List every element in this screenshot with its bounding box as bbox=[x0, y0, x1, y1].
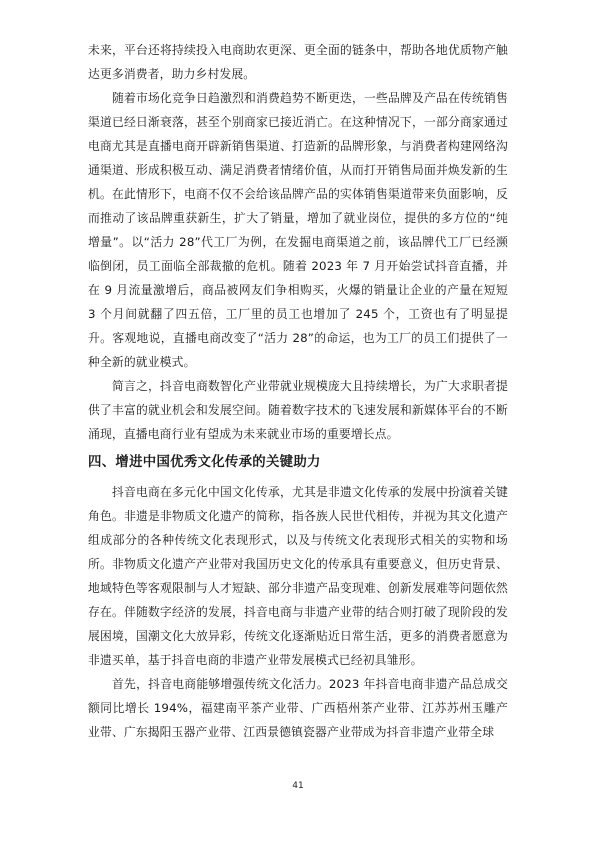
paragraph-summary: 简言之，抖音电商数智化产业带就业规模庞大且持续增长，为广大求职者提供了丰富的就业机会和发展空间。随着数字技术的飞速发展和新媒体平台的不断涌现，直播电商行业有望成为未来就业市场的重要增长点。 bbox=[88, 379, 508, 441]
section-heading: 四、增进中国优秀文化传承的关键助力 bbox=[88, 455, 321, 470]
page-content bbox=[88, 38, 508, 744]
page-number: 41 bbox=[292, 781, 304, 791]
paragraph-heritage-vitality: 首先，抖音电商能够增强传统文化活力。2023 年抖音电商非遗产品总成交额同比增长 194%，福建南平茶产业带、广西梧州茶产业带、江苏苏州玉雕产业带、广东揭阳玉器产业带、江西景德镇瓷器产业带成为抖音非遗产业带全球 bbox=[88, 677, 508, 739]
paragraph-brand-revival: 随着市场化竞争日趋激烈和消费趋势不断更迭，一些品牌及产品在传统销售渠道已经日渐衰落，甚至个别商家已接近消亡。在这种情况下，一部分商家通过电商尤其是直播电商开辟新销售渠道、打造新的品牌形象，与消费者构建网络沟通渠道、形成积极互动、满足消费者情绪价值，从而打开销售局面并焕发新的生机。在此情形下，电商不仅不会给该品牌产品的实体销售渠道带来负面影响，反而推动了该品牌重获新生，扩大了销量，增加了就业岗位，提供的多方位的“纯增量”。以“活力 28”代工厂为例，在发掘电商渠道之前，该品牌代工厂已经濒临倒闭，员工面临全部裁撤的危机。随着 2023 年 7 月开始尝试抖音直播，并在 9 月流量激增后，商品被网友们争相购买，火爆的销量让企业的产量在短短 3 个月间就翻了四五倍，工厂里的员工也增加了 245 个，工资也有了明显提升。客观地说，直播电商改变了“活力 28”的命运，也为工厂的员工们提供了一种全新的就业模式。 bbox=[88, 91, 508, 369]
paragraph-intro-continuation: 未来，平台还将持续投入电商助农更深、更全面的链条中，帮助各地优质物产触达更多消费者，助力乡村发展。 bbox=[88, 43, 508, 81]
paragraph-heritage-role: 抖音电商在多元化中国文化传承，尤其是非遗文化传承的发展中扮演着关键角色。非遗是非物质文化遗产的简称，指各族人民世代相传，并视为其文化遗产组成部分的各种传统文化表现形式，以及与传统文化表现形式相关的实物和场所。非物质文化遗产产业带对我国历史文化的传承具有重要意义，但历史背景、地域特色等客观限制与人才短缺、部分非遗产品变现难、创新发展难等问题依然存在。伴随数字经济的发展，抖音电商与非遗产业带的结合则打破了现阶段的发展困境，国潮文化大放异彩，传统文化逐渐贴近日常生活，更多的消费者愿意为非遗买单，基于抖音电商的非遗产业带发展模式已经初具雏形。 bbox=[88, 485, 508, 667]
